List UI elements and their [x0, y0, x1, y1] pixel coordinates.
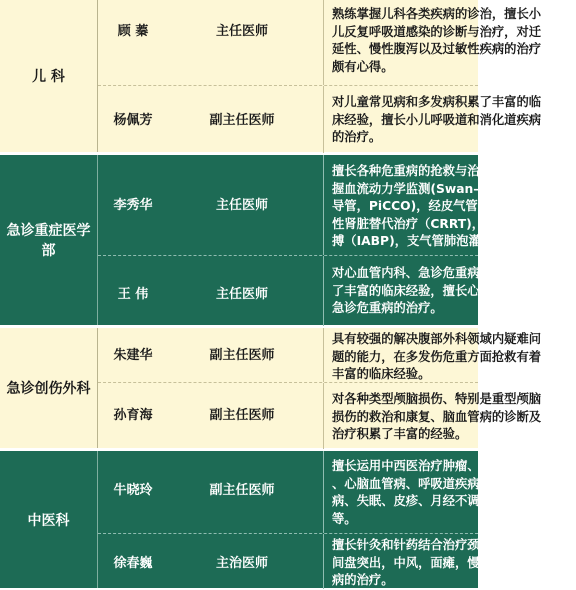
doctor-row	[98, 382, 542, 448]
department-name: 儿 科	[0, 0, 98, 152]
description-line: 间盘突出，中风，面瘫，慢性胃炎等疾	[332, 555, 542, 570]
description-line: 了丰富的临床经验，擅长心血管内科、	[332, 283, 542, 298]
doctor-name: 王 伟	[117, 287, 149, 302]
description-line: 损伤的救治和康复、脑血管病的诊断及	[332, 409, 542, 424]
doctor-row	[98, 255, 542, 325]
doctor-row	[98, 533, 542, 588]
description-line: 等。	[332, 511, 357, 526]
description-line: 题的能力，在多发伤危重方面抢救有着	[332, 349, 542, 364]
doctor-title: 主任医师	[215, 287, 268, 302]
description-line: 急诊危重病的治疗。	[332, 301, 443, 315]
doctor-title: 主任医师	[215, 24, 268, 39]
department-name: 急诊创伤外科	[0, 328, 98, 448]
doctor-name: 徐春巍	[113, 556, 153, 571]
description-line: 擅长针灸和针药结合治疗颈椎病，腰椎	[332, 538, 542, 552]
description-line: 治疗积累了丰富的经验。	[332, 427, 468, 441]
doctor-title: 副主任医师	[209, 113, 275, 128]
doctor-description	[323, 328, 576, 382]
description-line: 擅长运用中西医治疗肿瘤、胃肠肝胆病	[332, 459, 542, 473]
department-name: 中医科	[0, 451, 98, 588]
description-line: 擅长各种危重病的抢救与治疗，熟练掌	[332, 164, 542, 178]
description-line: 具有较强的解决腹部外科领域内疑难问	[332, 332, 542, 346]
doctor-title: 副主任医师	[209, 348, 275, 363]
doctor-description	[323, 86, 576, 153]
doctor-title: 主任医师	[215, 198, 268, 213]
department-section	[0, 0, 542, 152]
doctor-title: 副主任医师	[209, 408, 275, 423]
description-line: 床经验，擅长小儿呼吸道和消化道疾病	[332, 112, 542, 127]
doctor-name: 顾 蓁	[117, 24, 149, 39]
doctor-title: 主治医师	[215, 556, 268, 571]
description-line: 病、失眠、皮疹、月经不调、各种虚症	[332, 494, 542, 508]
doctor-description	[323, 534, 576, 589]
doctor-title: 副主任医师	[209, 483, 275, 498]
description-line: 丰富的临床经验。	[332, 367, 431, 381]
description-line: 、心脑血管病、呼吸道疾病、代谢性疾	[332, 476, 542, 491]
description-line: 对心血管内科、急诊危重病等疾病积累	[332, 266, 542, 280]
doctor-description	[323, 383, 576, 449]
description-line: 握血流动力学监测(Swan—Ganz气囊漂浮	[332, 181, 570, 196]
doctor-name: 杨佩芳	[113, 113, 153, 128]
description-line: 熟练掌握儿科各类疾病的诊治，擅长小	[332, 7, 542, 21]
doctor-description	[323, 451, 576, 533]
doctor-name: 李秀华	[113, 198, 153, 213]
doctor-name: 孙育海	[113, 408, 153, 423]
description-line: 颇有心得。	[332, 59, 394, 74]
department-section	[0, 155, 570, 325]
doctor-row	[98, 328, 542, 382]
description-line: 延性、慢性腹泻以及过敏性疾病的治疗	[332, 42, 542, 56]
description-line: 搏（IABP)，支气管肺泡灌洗等技术。	[332, 234, 543, 248]
department-section	[0, 451, 542, 588]
doctor-description	[323, 155, 576, 255]
doctor-row	[98, 451, 542, 533]
description-line: 性肾脏替代治疗（CRRT)，主动脉球囊反	[332, 216, 558, 231]
doctor-name: 牛晓玲	[113, 483, 153, 498]
department-name: 急诊重症医学部	[0, 155, 98, 325]
description-line: 病的治疗。	[332, 573, 394, 587]
doctor-description	[323, 0, 576, 85]
doctor-description	[323, 256, 576, 326]
description-line: 对各种类型颅脑损伤、特别是重型颅脑	[332, 392, 542, 406]
doctor-row	[98, 0, 542, 85]
description-line: 对儿童常见病和多发病积累了丰富的临	[332, 95, 542, 109]
doctor-row	[98, 85, 542, 152]
doctor-name: 朱建华	[113, 348, 153, 363]
description-line: 导管，PiCCO)，经皮气管切开术，连续	[332, 199, 552, 213]
doctor-row	[98, 155, 570, 255]
description-line: 的治疗。	[332, 130, 382, 144]
department-section	[0, 328, 542, 448]
description-line: 儿反复呼吸道感染的诊断与治疗，对迁	[332, 24, 542, 39]
